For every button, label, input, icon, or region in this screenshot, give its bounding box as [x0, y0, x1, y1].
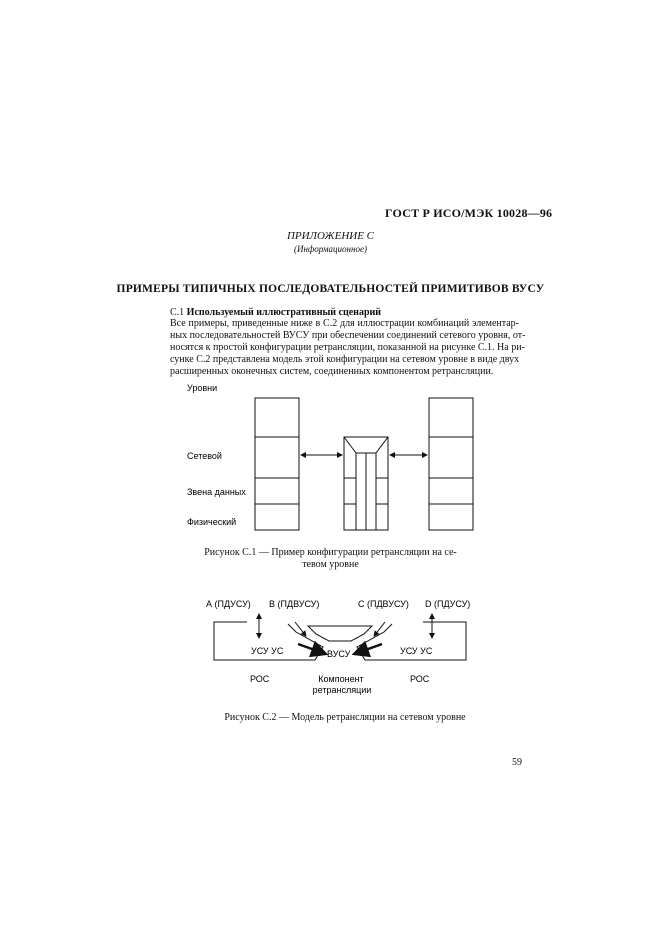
- figure1-diagram: [180, 380, 480, 535]
- label-c-pdvusu: С (ПДВУСУ): [358, 599, 409, 609]
- figure2-caption: Рисунок С.2 — Модель ретрансляции на сетевом уровне: [224, 712, 466, 723]
- paragraph-line: Все примеры, приведенные ниже в С.2 для иллюстрации комбинаций элементар-: [170, 318, 519, 329]
- paragraph-line: ных последовательностей ВУСУ при обеспечении соединений сетевого уровня, от-: [170, 330, 526, 341]
- subsection-number: С.1: [170, 307, 185, 318]
- figure2-diagram: [200, 592, 480, 702]
- b-diagonal-arrow: [295, 622, 306, 636]
- label-physical: Физический: [187, 517, 237, 527]
- subsection-title: Используемый иллюстративный сценарий: [186, 307, 382, 318]
- label-vusu: ВУСУ: [327, 649, 351, 659]
- label-ros-right: РОС: [410, 674, 430, 684]
- c-diagonal-arrow: [374, 622, 385, 636]
- figure1-caption-line1: Рисунок С.1 — Пример конфигурации ретрансляции на се-: [204, 547, 457, 558]
- relay-component-stack: [344, 437, 388, 530]
- label-usu-left: УСУ УС: [251, 646, 284, 656]
- appendix-note: (Информационное): [294, 244, 367, 254]
- label-relay-line1: Компонент: [318, 674, 364, 684]
- label-network: Сетевой: [187, 451, 222, 461]
- relay-component-outline: [308, 626, 372, 641]
- paragraph-line: сунке С.2 представлена модель этой конфигурации на сетевом уровне в виде двух: [170, 354, 520, 365]
- label-a-pdusu: А (ПДУСУ): [206, 599, 251, 609]
- label-b-pdvusu: В (ПДВУСУ): [269, 599, 320, 609]
- label-usu-right: УСУ УС: [400, 646, 433, 656]
- page-number: 59: [512, 757, 522, 768]
- paragraph-line: носятся к простой конфигурации ретрансляции, показанной на рисунке С.1. На ри-: [170, 342, 525, 353]
- label-ros-left: РОС: [250, 674, 270, 684]
- body-paragraph: [170, 318, 526, 378]
- right-end-system-stack: [429, 398, 473, 530]
- appendix-title: ПРИЛОЖЕНИЕ С: [286, 230, 375, 242]
- figure1-caption-line2: тевом уровне: [302, 559, 359, 570]
- label-relay-line2: ретрансляции: [312, 685, 372, 695]
- label-datalink: Звена данных: [187, 487, 246, 497]
- paragraph-line: расширенных оконечных систем, соединенных компонентом ретрансляции.: [170, 366, 494, 377]
- section-title: ПРИМЕРЫ ТИПИЧНЫХ ПОСЛЕДОВАТЕЛЬНОСТЕЙ ПРИМИТИВОВ ВУСУ: [116, 283, 545, 295]
- label-d-pdusu: D (ПДУСУ): [425, 599, 471, 609]
- left-end-system-stack: [255, 398, 299, 530]
- label-levels: Уровни: [187, 383, 218, 393]
- subsection-heading: [170, 307, 381, 318]
- document-header: ГОСТ Р ИСО/МЭК 10028—96: [385, 206, 553, 220]
